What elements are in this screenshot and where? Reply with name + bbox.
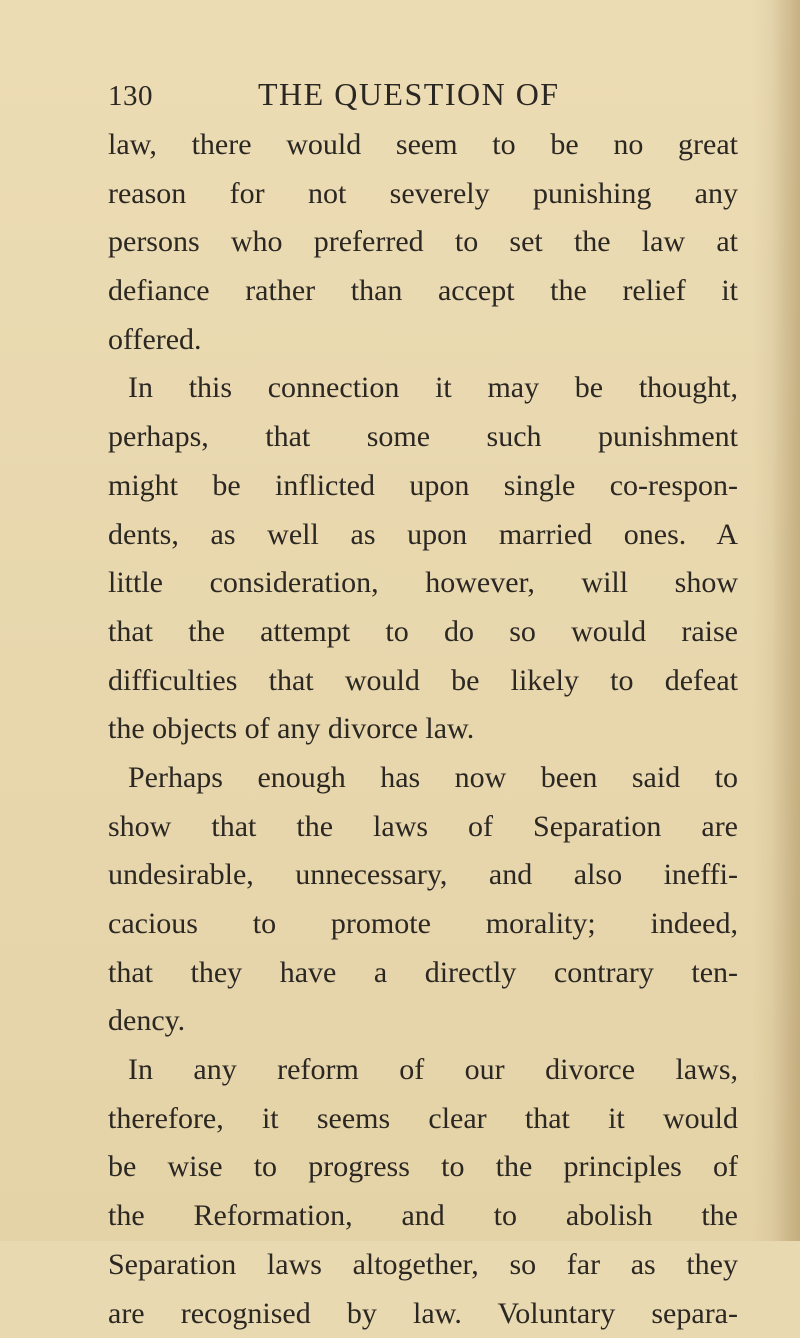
text-line: dents, as well as upon married ones. A <box>108 511 738 560</box>
text-line: Perhaps enough has now been said to <box>108 754 738 803</box>
body-text <box>108 121 738 1338</box>
text-line: therefore, it seems clear that it would <box>108 1095 738 1144</box>
text-line: perhaps, that some such punishment <box>108 413 738 462</box>
running-head-title: THE QUESTION OF <box>258 76 560 113</box>
text-line: In any reform of our divorce laws, <box>108 1046 738 1095</box>
text-line: persons who preferred to set the law at <box>108 218 738 267</box>
text-line: In this connection it may be thought, <box>108 364 738 413</box>
text-line: difficulties that would be likely to defeat <box>108 657 738 706</box>
text-line: the objects of any divorce law. <box>108 705 738 754</box>
page-edge-shadow <box>772 0 800 1241</box>
text-line: dency. <box>108 997 738 1046</box>
text-line: defiance rather than accept the relief it <box>108 267 738 316</box>
text-line: the Reformation, and to abolish the <box>108 1192 738 1241</box>
text-line: cacious to promote morality; indeed, <box>108 900 738 949</box>
running-head <box>108 76 738 120</box>
text-line: undesirable, unnecessary, and also ineffi- <box>108 851 738 900</box>
text-line: that the attempt to do so would raise <box>108 608 738 657</box>
text-line: that they have a directly contrary ten- <box>108 949 738 998</box>
text-line: might be inflicted upon single co-respon- <box>108 462 738 511</box>
page-number: 130 <box>108 80 153 113</box>
text-line: are recognised by law. Voluntary separa- <box>108 1290 738 1338</box>
text-line: offered. <box>108 316 738 365</box>
text-line: be wise to progress to the principles of <box>108 1143 738 1192</box>
text-line: law, there would seem to be no great <box>108 121 738 170</box>
text-line: little consideration, however, will show <box>108 559 738 608</box>
text-line: reason for not severely punishing any <box>108 170 738 219</box>
text-line: show that the laws of Separation are <box>108 803 738 852</box>
text-line: Separation laws altogether, so far as they <box>108 1241 738 1290</box>
